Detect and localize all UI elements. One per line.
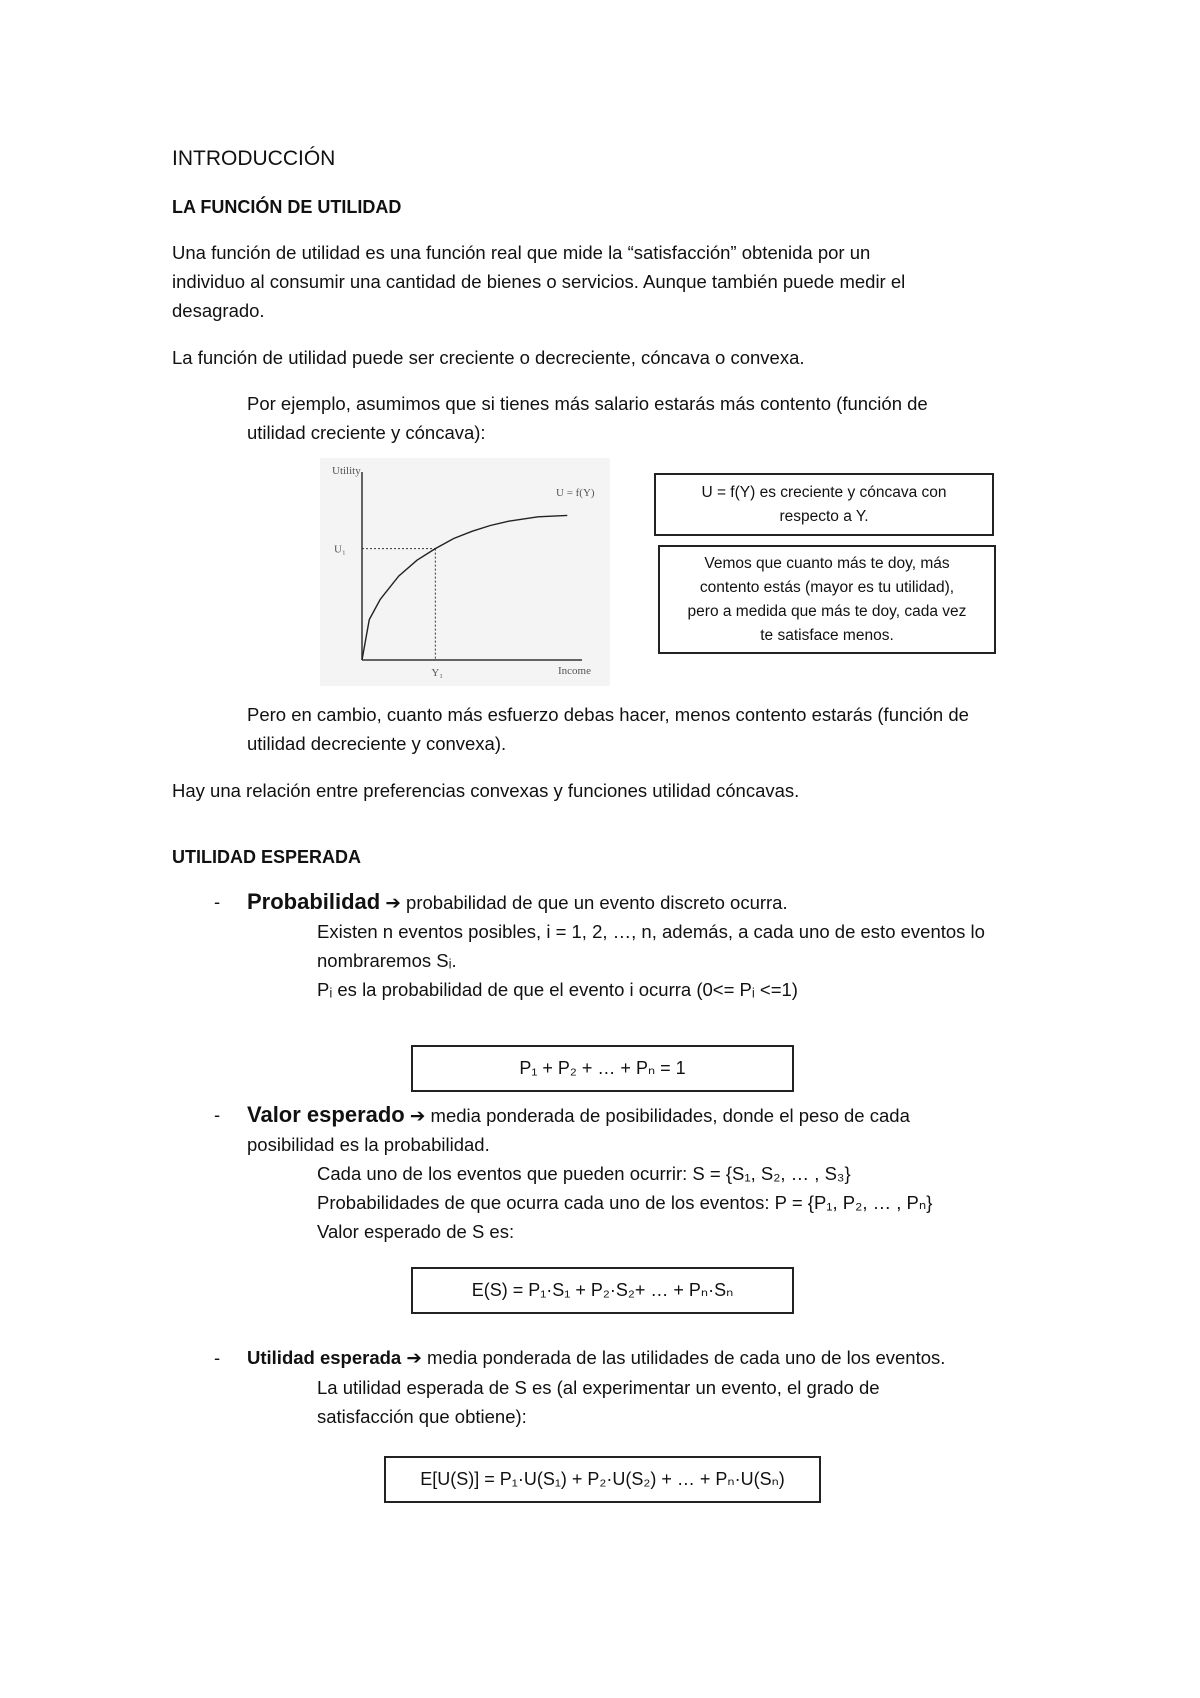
term-description: media ponderada de las utilidades de cada uno de los eventos. xyxy=(421,1347,946,1368)
term-probabilidad: Probabilidad xyxy=(247,889,381,914)
note-line: contento estás (mayor es tu utilidad), xyxy=(699,578,955,596)
note-line: Vemos que cuanto más te doy, más xyxy=(704,554,950,572)
note-box-concave xyxy=(654,473,994,536)
note-line: U = f(Y) es creciente y cóncava con xyxy=(701,483,947,501)
detail-line: La utilidad esperada de S es (al experimentar un evento, el grado de xyxy=(317,1377,880,1398)
detail-line: Valor esperado de S es: xyxy=(317,1221,515,1242)
paragraph-line: desagrado. xyxy=(172,300,265,321)
note-line: te satisface menos. xyxy=(760,626,894,644)
y-axis-label: Utility xyxy=(332,465,361,477)
term-utilidad-esperada: Utilidad esperada xyxy=(247,1347,402,1368)
bullet-valor-esperado xyxy=(247,1101,910,1130)
formula-box-expected-utility xyxy=(384,1456,821,1503)
note-line: pero a medida que más te doy, cada vez xyxy=(687,602,967,620)
formula-text: E(S) = P₁·S₁ + P₂·S₂+ … + Pₙ·Sₙ xyxy=(471,1280,734,1300)
bullet-dash: - xyxy=(214,1104,221,1125)
x-axis-label: Income xyxy=(558,665,591,677)
detail-line: posibilidad es la probabilidad. xyxy=(247,1134,490,1155)
example-line: utilidad decreciente y convexa). xyxy=(247,733,507,754)
formula-text: P₁ + P₂ + … + Pₙ = 1 xyxy=(519,1058,686,1078)
arrow-icon: ➔ xyxy=(385,892,401,913)
detail-line: Pᵢ es la probabilidad de que el evento i ocurra (0<= Pᵢ <=1) xyxy=(317,979,798,1000)
paragraph-line: Hay una relación entre preferencias convexas y funciones utilidad cóncavas. xyxy=(172,780,800,801)
bullet-utilidad-esperada xyxy=(247,1344,945,1372)
y1-tick-label: Y₁ xyxy=(431,667,444,679)
detail-line: satisfacción que obtiene): xyxy=(317,1406,527,1427)
example-line: Por ejemplo, asumimos que si tienes más salario estarás más contento (función de xyxy=(247,393,928,414)
page-title: INTRODUCCIÓN xyxy=(172,147,336,170)
paragraph-line: individuo al consumir una cantidad de bienes o servicios. Aunque también puede medir el xyxy=(172,271,906,292)
paragraph-line: La función de utilidad puede ser creciente o decreciente, cóncava o convexa. xyxy=(172,347,805,368)
detail-line: nombraremos Sᵢ. xyxy=(317,950,457,971)
curve-label: U = f(Y) xyxy=(556,487,595,499)
term-description: probabilidad de que un evento discreto ocurra. xyxy=(400,892,788,913)
detail-line: Cada uno de los eventos que pueden ocurrir: S = {S₁, S₂, … , S₃} xyxy=(317,1163,851,1184)
section-heading-utility: LA FUNCIÓN DE UTILIDAD xyxy=(172,197,402,217)
formula-box-probability xyxy=(411,1045,794,1092)
example-line: utilidad creciente y cóncava): xyxy=(247,422,486,443)
paragraph-line: Una función de utilidad es una función real que mide la “satisfacción” obtenida por un xyxy=(172,242,871,263)
utility-chart xyxy=(320,458,610,686)
formula-box-expected-value xyxy=(411,1267,794,1314)
detail-line: Existen n eventos posibles, i = 1, 2, …, n, además, a cada uno de esto eventos lo xyxy=(317,921,985,942)
u1-tick-label: U₁ xyxy=(334,543,346,556)
section-heading-expected: UTILIDAD ESPERADA xyxy=(172,847,362,867)
bullet-dash: - xyxy=(214,1347,221,1368)
arrow-icon: ➔ xyxy=(406,1347,422,1368)
detail-line: Probabilidades de que ocurra cada uno de los eventos: P = {P₁, P₂, … , Pₙ} xyxy=(317,1192,933,1213)
note-line: respecto a Y. xyxy=(779,507,869,525)
term-valor-esperado: Valor esperado xyxy=(247,1102,405,1127)
bullet-dash: - xyxy=(214,891,221,912)
term-description: media ponderada de posibilidades, donde el peso de cada xyxy=(425,1105,910,1126)
bullet-probabilidad xyxy=(247,888,788,917)
arrow-icon: ➔ xyxy=(409,1105,426,1126)
formula-text: E[U(S)] = P₁·U(S₁) + P₂·U(S₂) + … + Pₙ·U(Sₙ) xyxy=(420,1469,785,1489)
note-box-satisfaction xyxy=(658,545,996,654)
example-line: Pero en cambio, cuanto más esfuerzo debas hacer, menos contento estarás (función de xyxy=(247,704,969,725)
